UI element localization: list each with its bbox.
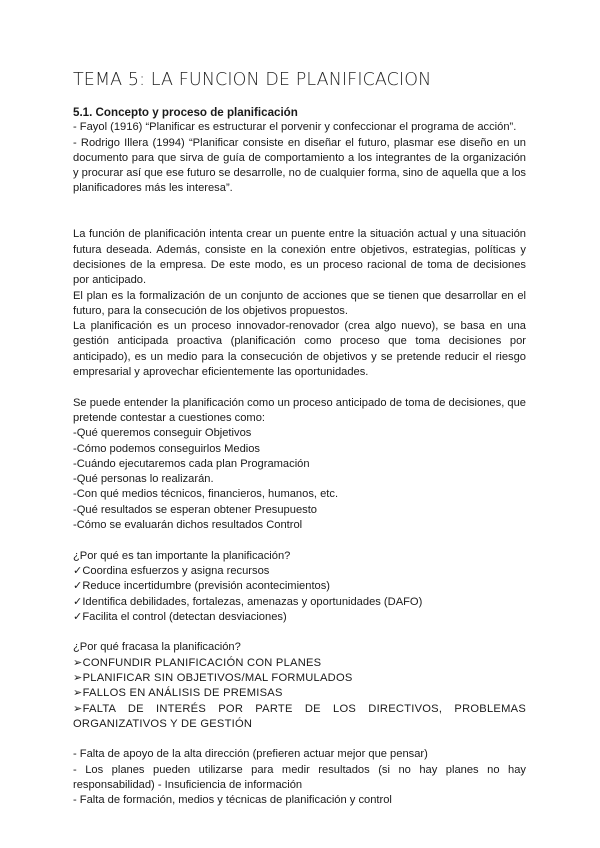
section-heading: 5.1. Concepto y proceso de planificación (73, 106, 298, 119)
list-item: -Con qué medios técnicos, financieros, humanos, etc. (73, 488, 339, 501)
list-item: - Falta de apoyo de la alta dirección (prefieren actuar mejor que pensar) (73, 748, 428, 761)
list-item: ➢PLANIFICAR SIN OBJETIVOS/MAL FORMULADOS (73, 671, 353, 684)
quote-illera: - Rodrigo Illera (1994) “Planificar consiste en diseñar el futuro, plasmar ese diseño en un documento para que sirva de guía de comportamiento a los integrantes de la organización y procurar así que ese futuro se desarrolle, no de cualquier forma, sino de aquella que a los planificadores más les interesa”. (73, 136, 526, 195)
failure-list (73, 656, 526, 732)
list-item: - Los planes pueden utilizarse para medir resultados (si no hay planes no hay responsabilidad) - Insuficiencia de información (73, 763, 526, 792)
spacer (73, 533, 526, 548)
failure-question: ¿Por qué fracasa la planificación? (73, 641, 241, 654)
paragraph-plan: El plan es la formalización de un conjunto de acciones que se tienen que desarrollar en el futuro, para la consecución de los objetivos propuestos. (73, 289, 526, 317)
list-item: ➢FALTA DE INTERÉS POR PARTE DE LOS DIRECTIVOS, PROBLEMAS ORGANIZATIVOS Y DE GESTIÓN (73, 702, 526, 730)
list-item: -Qué queremos conseguir Objetivos (73, 427, 252, 440)
spacer (73, 732, 526, 747)
spacer (73, 212, 526, 227)
list-item: -Qué resultados se esperan obtener Presupuesto (73, 503, 318, 516)
spacer (73, 380, 526, 395)
list-item: ✓Identifica debilidades, fortalezas, amenazas y oportunidades (DAFO) (73, 595, 423, 608)
spacer (73, 197, 526, 212)
paragraph-process: La planificación es un proceso innovador-renovador (crea algo nuevo), se basa en una gestión anticipada proactiva (planificación como proceso que toma decisiones por anticipado), es un medio para la consecución de objetivos y se pretende reducir el riesgo empresarial y aprovechar eficientemente las oportunidades. (73, 320, 526, 379)
list-item: -Cómo se evaluarán dichos resultados Control (73, 519, 303, 532)
spacer (73, 625, 526, 640)
list-item: ✓Coordina esfuerzos y asigna recursos (73, 564, 270, 577)
list-item: ➢FALLOS EN ANÁLISIS DE PREMISAS (73, 687, 283, 700)
importance-question: ¿Por qué es tan importante la planificación? (73, 549, 291, 562)
paragraph-definition: La función de planificación intenta crear un puente entre la situación actual y una situación futura deseada. Además, consiste en la conexión entre objetivos, estrategias, políticas y decisiones de la empresa. De este modo, es un proceso racional de toma de decisiones por anticipado. (73, 228, 526, 287)
importance-list (73, 564, 526, 625)
page-title: TEMA 5: LA FUNCION DE PLANIFICACION (73, 70, 432, 90)
list-item: ✓Reduce incertidumbre (previsión acontecimientos) (73, 580, 331, 593)
other-causes-list (73, 747, 526, 808)
list-item: - Falta de formación, medios y técnicas de planificación y control (73, 794, 392, 807)
questions-list (73, 426, 526, 533)
document-body (73, 105, 526, 809)
quote-fayol: - Fayol (1916) “Planificar es estructurar el porvenir y confeccionar el programa de acción”. (73, 121, 517, 134)
list-item: ✓Facilita el control (detectan desviaciones) (73, 610, 287, 623)
list-item: -Cuándo ejecutaremos cada plan Programación (73, 457, 310, 470)
list-item: ➢CONFUNDIR PLANIFICACIÓN CON PLANES (73, 656, 322, 669)
list-item: -Qué personas lo realizarán. (73, 473, 214, 486)
questions-intro: Se puede entender la planificación como un proceso anticipado de toma de decisiones, que pretende contestar a cuestiones como: (73, 396, 526, 424)
list-item: -Cómo podemos conseguirlos Medios (73, 442, 261, 455)
